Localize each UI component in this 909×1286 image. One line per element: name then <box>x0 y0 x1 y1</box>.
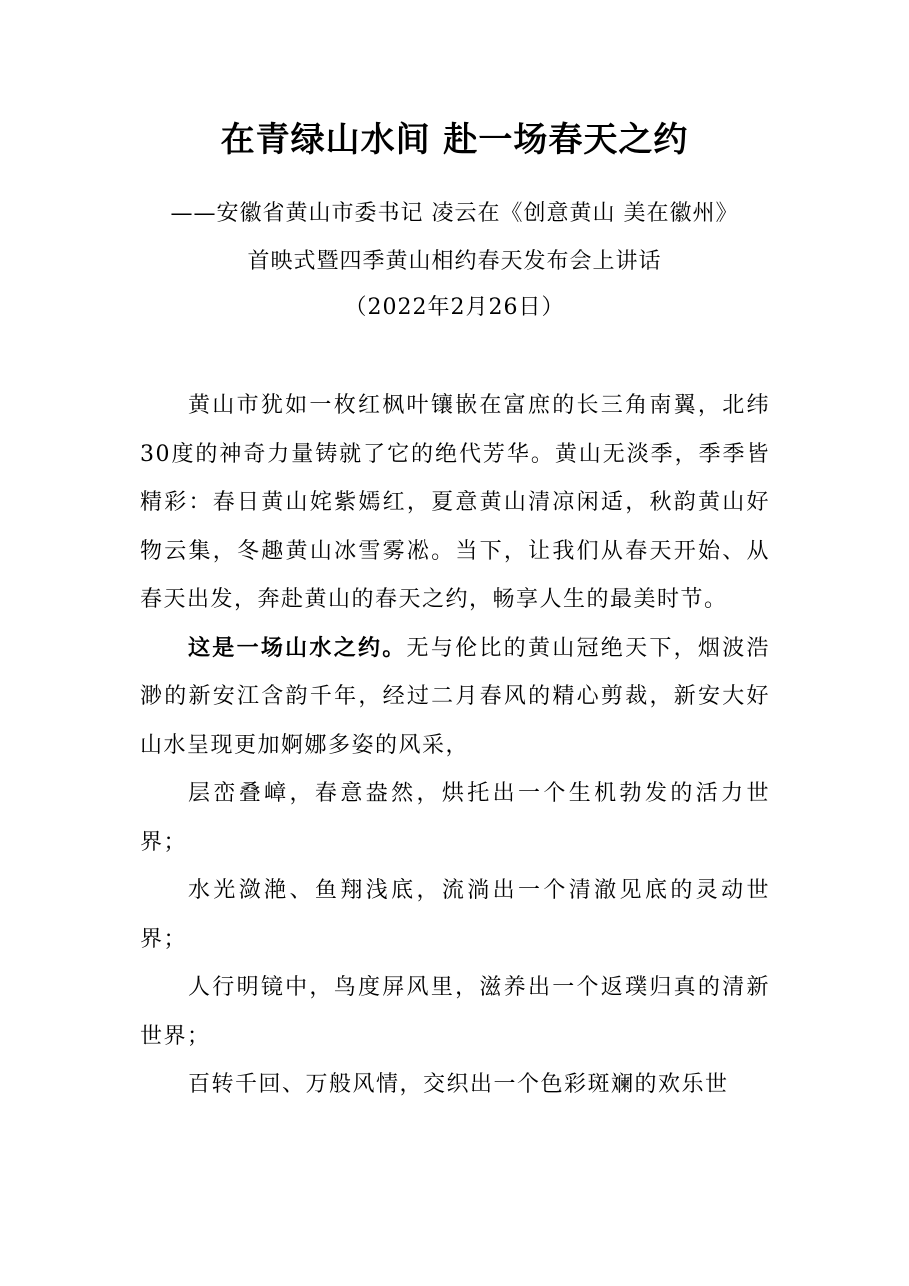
paragraph-lead: 这是一场山水之约。 <box>188 635 407 661</box>
paragraph <box>140 867 770 964</box>
paragraph <box>140 382 770 625</box>
paragraph-text: 无与伦比的黄山冠绝天下，烟波浩渺的新安江含韵千年，经过二月春风的精心剪裁，新安大好山水呈现更加婀娜多姿的风采， <box>140 635 770 758</box>
date-line: （2022年2月26日） <box>344 295 565 320</box>
paragraph <box>140 964 770 1061</box>
paragraph-text: 黄山市犹如一枚红枫叶镶嵌在富庶的长三角南翼，北纬30度的神奇力量铸就了它的绝代芳华。黄山无淡季，季季皆精彩：春日黄山姹紫嫣红，夏意黄山清凉闲适，秋韵黄山好物云集，冬趣黄山冰雪雾凇。当下，让我们从春天开始、从春天出发，奔赴黄山的春天之约，畅享人生的最美时节。 <box>140 393 770 612</box>
paragraph-text: 层峦叠嶂，春意盎然，烘托出一个生机勃发的活力世界； <box>140 781 770 855</box>
paragraph <box>140 1061 770 1110</box>
paragraph <box>140 625 770 771</box>
document-body <box>140 382 770 1110</box>
subtitle-line-1: ——安徽省黄山市委书记 凌云在《创意黄山 美在徽州》 <box>170 201 739 226</box>
subtitle-line-2: 首映式暨四季黄山相约春天发布会上讲话 <box>247 249 662 274</box>
paragraph-text: 百转千回、万般风情，交织出一个色彩斑斓的欢乐世 <box>188 1072 729 1097</box>
document-title: 在青绿山水间 赴一场春天之约 <box>220 120 689 160</box>
paragraph-text: 人行明镜中，鸟度屏风里，滋养出一个返璞归真的清新世界； <box>140 975 770 1049</box>
paragraph <box>140 770 770 867</box>
paragraph-text: 水光潋滟、鱼翔浅底，流淌出一个清澈见底的灵动世界； <box>140 878 770 952</box>
